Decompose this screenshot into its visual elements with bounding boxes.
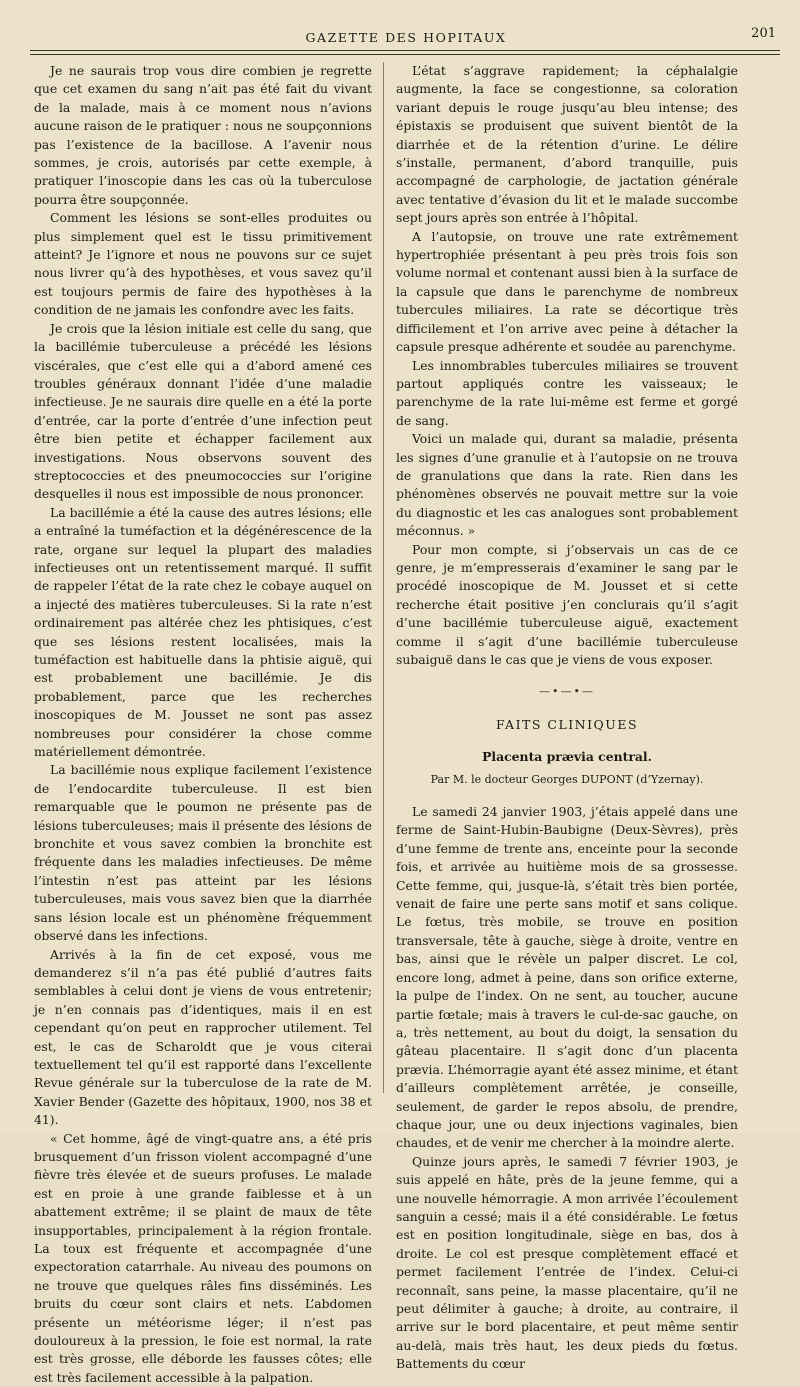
paragraph: Les innombrables tubercules miliaires se trouvent partout appliqués contre les vaisseaux; le parenchyme de la rate lui-même est ferme et gorgé de sang.	[396, 357, 738, 428]
page-header	[30, 24, 782, 46]
section-ornament: —•—•—	[539, 685, 595, 699]
paragraph: Voici un malade qui, durant sa maladie, présenta les signes d’une granulie et à l’autopsie on ne trouva de granulations que dans la rate. Rien dans les phénomènes observés ne pouvait mettre sur la voie du diagnostic et les cas analogues sont probablement méconnus. »	[396, 431, 738, 539]
paragraph: L’état s’aggrave rapidement; la céphalalgie augmente, la face se congestionne, sa coloration variant depuis le rouge jusqu’au bleu intense; des épistaxis se produisent que suivent bientôt de la diarrhée et de la rétention d’urine. Le délire s’installe, permanent, d’abord tranquille, puis accompagné de carphologie, de jactation générale avec tentative d’évasion du lit et le malade succombe sept jours après son entrée à l’hôpital.	[396, 63, 738, 226]
header-rule-bottom	[30, 54, 780, 55]
left-column	[34, 62, 372, 1385]
paragraph: « Cet homme, âgé de vingt-quatre ans, a été pris brusquement d’un frisson violent accompagné d’une fièvre très élevée et de sueurs profuses. Le malade est en proie à une grande faiblesse et à un abattement extrême; il se plaint de maux de tête insupportables, principalement à la région frontale. La toux est fréquente et accompagnée d’une expectoration catarrhale. Au niveau des poumons on ne trouve que quelques râles fins disséminés. Les bruits du cœur sont clairs et nets. L’abdomen présente un météorisme léger; il n’est pas douloureux à la pression, le foie est normal, la rate est très grosse, elle déborde les fausses côtes; elle est très facilement accessible à la palpation.	[34, 1130, 372, 1385]
paragraph: La bacillémie a été la cause des autres lésions; elle a entraîné la tuméfaction et la dégénérescence de la rate, organe sur lequel la plupart des maladies infectieuses ont un retentissement marqué. Il suffit de rappeler l’état de la rate chez le cobaye auquel on a injecté des matières tuberculeuses. Si la rate n’est ordinairement pas altérée chez les phtisiques, c’est que ses lésions restent localisées, mais la tuméfaction est habituelle dans la phtisie aiguë, qui est probablement une bacillémie. Je dis probablement, parce que les recherches inoscopiques de M. Jousset ne sont pas assez nombreuses pour considérer la chose comme matériellement démontrée.	[34, 504, 372, 760]
paragraph: La bacillémie nous explique facilement l’existence de l’endocardite tuberculeuse. Il est bien remarquable que le poumon ne présente pas de lésions tuberculeuses; mais il présente des lésions de bronchite et vous savez combien la bronchite est fréquente dans les maladies infectieuses. De même l’intestin n’est pas atteint par les lésions tuberculeuses, mais vous savez bien que la diarrhée sans lésion locale est un phénomène fréquemment observé dans les infections.	[34, 762, 372, 944]
right-column	[396, 62, 738, 1372]
paragraph: Je ne saurais trop vous dire combien je regrette que cet examen du sang n’ait pas été fait du vivant de la malade, mais à ce moment nous n’avions aucune raison de le pratiquer : nous ne soupçonnions pas l’existence de la bacillose. A l’avenir nous sommes, je crois, autorisés par cette exemple, à pratiquer l’inoscopie dans les cas où la tuberculose pourra être soupçonnée.	[34, 63, 372, 207]
paragraph: Je crois que la lésion initiale est celle du sang, que la bacillémie tuberculeuse a précédé les lésions viscérales, que c’est elle qui a d’abord amené ces troubles généraux donnant l’idée d’une maladie infectieuse. Je ne saurais dire quelle en a été la porte d’entrée, car la porte d’entrée d’une infection peut être bien petite et échapper facilement aux investigations. Nous observons souvent des streptococcies et des pneumococcies sur l’origine desquelles il nous est impossible de nous prononcer.	[34, 320, 372, 502]
paragraph: A l’autopsie, on trouve une rate extrêmement hypertrophiée présentant à peu près trois fois son volume normal et contenant aussi bien à la surface de la capsule que dans le parenchyme de nombreux tubercules miliaires. La rate se décortique très difficilement et l’on arrive avec peine à détacher la capsule presque adhérente et soudée au parenchyme.	[396, 228, 738, 355]
journal-title: GAZETTE DES HOPITAUX	[305, 30, 507, 45]
page-number: 201	[751, 26, 776, 41]
header-rule-top	[30, 50, 780, 51]
article-byline: Par M. le docteur Georges DUPONT (d’Yzernay).	[430, 772, 704, 786]
paragraph: Comment les lésions se sont-elles produites ou plus simplement quel est le tissu primitivement atteint? Je l’ignore et nous ne pouvons sur ce sujet nous livrer qu’à des hypothèses, et vous savez qu’il est toujours permis de faire des hypothèses à la condition de ne jamais les confondre avec les faits.	[34, 210, 372, 318]
article-title: Placenta prævia central.	[482, 749, 652, 765]
paragraph: Quinze jours après, le samedi 7 février 1903, je suis appelé en hâte, près de la jeune femme, qui a une nouvelle hémorragie. A mon arrivée l’écoulement sanguin a cessé; mais il a été considérable. Le fœtus est en position longitudinale, siège en bas, dos à droite. Le col est presque complètement effacé et permet facilement l’entrée de l’index. Celui-ci reconnaît, sans peine, la masse placentaire, qu’il ne peut délimiter à gauche; à droite, au contraire, il arrive sur le bord placentaire, et peut même sentir au-delà, mais très haut, les deux pieds du fœtus. Battements du cœur	[396, 1153, 738, 1372]
paragraph: Arrivés à la fin de cet exposé, vous me demanderez s’il n’a pas été publié d’autres faits semblables à celui dont je viens de vous entretenir; je n’en connais pas d’identiques, mais il en est cependant qu’on peut en rapprocher utilement. Tel est, le cas de Scharoldt que je vous citerai textuellement tel qu’il est rapporté dans l’excellente Revue générale sur la tuberculose de la rate de M. Xavier Bender (Gazette des hôpitaux, 1900, nos 38 et 41).	[34, 946, 372, 1128]
section-title: FAITS CLINIQUES	[495, 716, 639, 732]
paragraph: Le samedi 24 janvier 1903, j’étais appelé dans une ferme de Saint-Hubin-Baubigne (Deux-Sèvres), près d’une femme de trente ans, enceinte pour la seconde fois, et arrivée au huitième mois de sa grossesse. Cette femme, qui, jusque-là, s’était très bien portée, venait de faire une perte sans motif et sans colique. Le fœtus, très mobile, se trouve en position transversale, tête à gauche, siège à droite, ventre en bas, ainsi que le révèle un palper discret. Le col, encore long, admet à peine, dans son orifice externe, la pulpe de l’index. On ne sent, au toucher, aucune partie fœtale; mais à travers le cul-de-sac gauche, on a, très nettement, au bout du doigt, la sensation du gâteau placentaire. Il s’agit donc d’un placenta prævia. L’hémorragie ayant été assez minime, et étant d’ailleurs complètement arrêtée, je conseille, seulement, de garder le repos absolu, de prendre, chaque jour, une ou deux injections vaginales, bien chaudes, et de venir me chercher à la moindre alerte.	[396, 804, 738, 1151]
paragraph: Pour mon compte, si j’observais un cas de ce genre, je m’empresserais d’examiner le sang par le procédé inoscopique de M. Jousset et si cette recherche était positive j’en conclurais qu’il s’agit d’une bacillémie tuberculeuse aiguë, exactement comme il s’agit d’une bacillémie tuberculeuse subaiguë dans le cas que je viens de vous exposer.	[396, 541, 738, 667]
column-divider	[383, 62, 384, 1093]
